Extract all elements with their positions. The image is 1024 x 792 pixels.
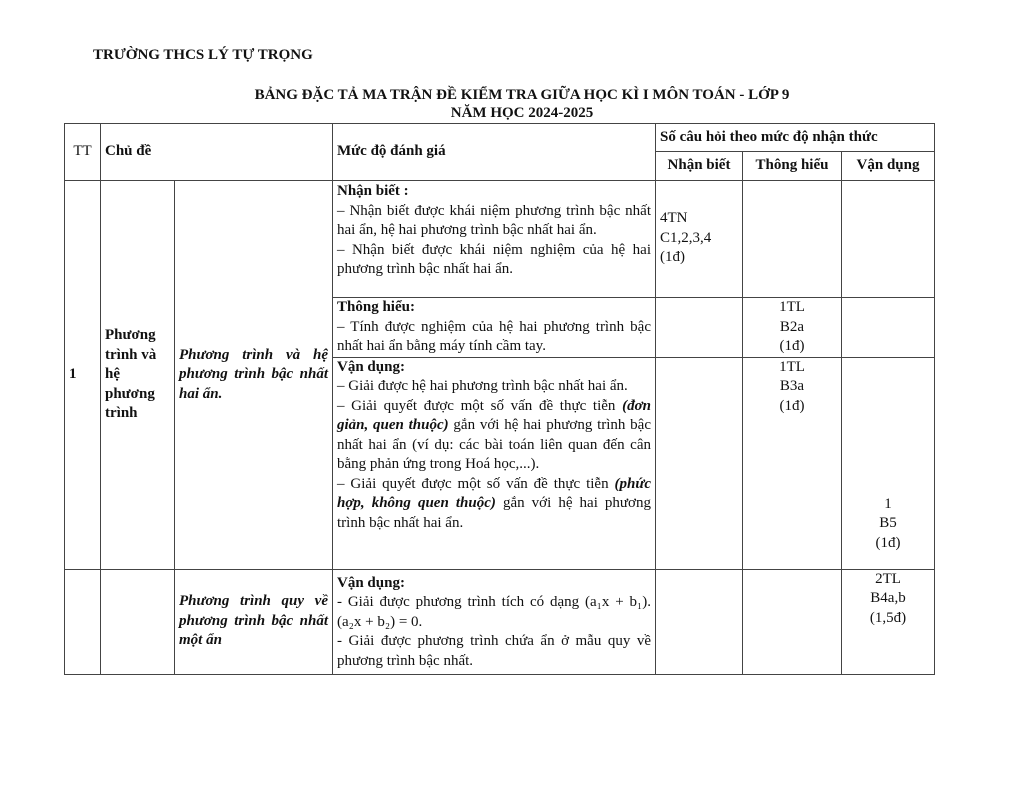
criteria-text: [337, 475, 651, 534]
count-line: B2a: [779, 318, 805, 335]
empty-cell: [656, 357, 743, 569]
understanding-count: [743, 298, 842, 358]
school-year: NĂM HỌC 2024-2025: [450, 105, 594, 121]
empty-cell: [656, 569, 743, 674]
header-tt: TT: [65, 124, 101, 181]
row-number: 1: [65, 181, 101, 570]
topic-cell: [101, 181, 175, 570]
count-line: (1đ): [875, 534, 901, 551]
count-line: B5: [879, 515, 897, 531]
topic-line: Phương: [105, 327, 156, 343]
criteria-text-part: – Giải quyết được một số vấn đề thực tiễn: [337, 397, 623, 414]
understanding-criteria: [333, 298, 656, 358]
count-line: 1TL: [779, 299, 805, 315]
count-line: B4a,b: [870, 590, 906, 606]
criteria-text: [337, 397, 651, 475]
count-line: B3a: [779, 378, 805, 394]
header-topic: Chủ đề: [101, 124, 333, 181]
empty-cell: [842, 181, 935, 298]
criteria-text-part: – Giải quyết được một số vấn đề thực tiễn: [337, 475, 615, 492]
application-count-2: [842, 569, 935, 674]
header-question-count: Số câu hỏi theo mức độ nhận thức: [656, 124, 935, 152]
empty-cell: [65, 569, 101, 674]
count-line: (1đ): [779, 338, 805, 354]
subtopic-linear-equations: Phương trình quy về phương trình bậc nhất một ẩn: [175, 569, 333, 674]
count-line: (1đ): [779, 397, 805, 414]
header-understanding: Thông hiểu: [743, 152, 842, 181]
application-understanding-count: [743, 357, 842, 569]
application-heading: Vận dụng:: [337, 574, 405, 591]
criteria-text: - Giải được phương trình chứa ẩn ở mẫu quy về phương trình bậc nhất.: [337, 633, 651, 669]
count-line: (1,5đ): [869, 609, 907, 626]
empty-cell: [101, 569, 175, 674]
criteria-text: – Tính được nghiệm của hệ hai phương trình bậc nhất hai ẩn bằng máy tính cầm tay.: [337, 318, 651, 354]
recognition-count: [656, 181, 743, 298]
count-line: (1đ): [660, 249, 685, 265]
topic-line: phương: [105, 385, 155, 402]
empty-cell: [656, 298, 743, 358]
spec-table: [64, 123, 935, 675]
document-title: BẢNG ĐẶC TẢ MA TRẬN ĐỀ KIỂM TRA GIỮA HỌC KÌ I MÔN TOÁN - LỚP 9: [254, 87, 790, 103]
application-criteria: [333, 357, 656, 569]
count-line: 1TL: [779, 358, 805, 375]
empty-cell: [842, 298, 935, 358]
count-line: 4TN: [660, 210, 688, 226]
criteria-text-part: gắn với hệ hai phương trình bậc nhất hai ẩn.: [337, 495, 651, 531]
criteria-text: – Giải được hệ hai phương trình bậc nhất hai ẩn.: [337, 378, 628, 394]
criteria-emphasis: (phức hợp, không quen thuộc): [337, 475, 651, 511]
application-criteria-2: [333, 569, 656, 674]
recognition-criteria: [333, 181, 656, 298]
criteria-text-part: gắn với hệ hai phương trình bậc nhất hai ẩn (ví dụ: các bài toán liên quan đến cân bằng phản ứng trong Hoá học,...).: [337, 417, 651, 472]
school-name: TRƯỜNG THCS LÝ TỰ TRỌNG: [93, 47, 313, 63]
application-heading: Vận dụng:: [337, 358, 405, 375]
application-application-count: [842, 357, 935, 569]
understanding-heading: Thông hiểu:: [337, 299, 415, 315]
criteria-text: – Nhận biết được khái niệm phương trình bậc nhất hai ẩn, hệ hai phương trình bậc nhất hai ẩn.: [337, 202, 651, 238]
topic-line: trình và: [105, 346, 157, 363]
criteria-text: – Nhận biết được khái niệm nghiệm của hệ hai phương trình bậc nhất hai ẩn.: [337, 241, 651, 277]
topic-line: trình: [105, 405, 138, 421]
topic-line: hệ: [105, 366, 120, 382]
count-line: C1,2,3,4: [660, 229, 712, 246]
count-line: 1: [884, 495, 892, 512]
subtopic-linear-systems: Phương trình và hệ phương trình bậc nhất hai ẩn.: [175, 181, 333, 570]
criteria-text: - Giải được phương trình tích có dạng (a₁x + b₁).(a₂x + b₂) = 0.: [337, 594, 651, 630]
criteria-emphasis: (đơn giản, quen thuộc): [337, 397, 651, 433]
header-application: Vận dụng: [842, 152, 935, 181]
empty-cell: [743, 181, 842, 298]
recognition-heading: Nhận biết :: [337, 183, 409, 199]
empty-cell: [743, 569, 842, 674]
count-line: 2TL: [875, 570, 901, 587]
header-assessment-level: Mức độ đánh giá: [333, 124, 656, 181]
header-recognition: Nhận biết: [656, 152, 743, 181]
